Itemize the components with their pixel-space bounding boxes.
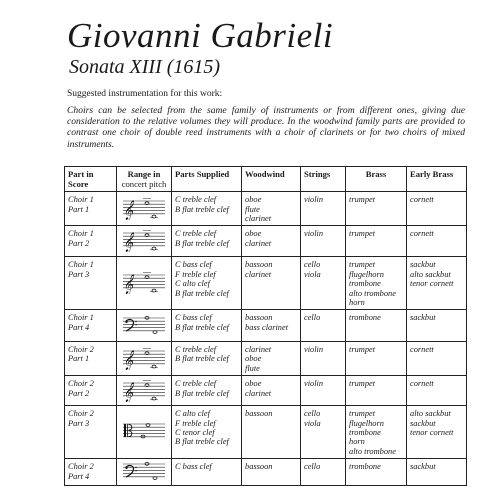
svg-text:𝄞: 𝄞 xyxy=(123,274,134,295)
part-cell-line: Choir 1 xyxy=(68,195,94,205)
woodwind-cell-line: bass clarinet xyxy=(245,322,289,332)
early-brass-cell-line: sackbut xyxy=(410,462,436,472)
strings-cell xyxy=(301,459,346,486)
strings-cell-line: violin xyxy=(304,345,324,354)
woodwind-cell-line: clarinet xyxy=(245,388,272,398)
treble-clef-staff-icon xyxy=(121,230,167,252)
parts-supplied-cell-line: B flat treble clef xyxy=(175,238,229,248)
strings-cell-line: cello xyxy=(304,409,321,419)
parts-supplied-cell-line: B flat treble clef xyxy=(175,322,229,332)
part-cell-line: Choir 1 xyxy=(68,229,94,239)
parts-supplied-cell xyxy=(172,257,242,310)
strings-cell xyxy=(301,257,346,310)
table-row xyxy=(65,342,467,376)
parts-supplied-cell-line: C tenor clef xyxy=(175,428,215,438)
brass-cell-line: horn xyxy=(349,298,365,308)
brass-cell xyxy=(346,310,407,342)
brass-cell xyxy=(346,192,407,226)
svg-text:𝄞: 𝄞 xyxy=(123,232,134,253)
strings-cell xyxy=(301,310,346,342)
early-brass-cell-line: cornett xyxy=(410,195,434,205)
part-cell-line: Choir 2 xyxy=(68,379,94,389)
brass-cell-line: horn xyxy=(349,437,365,447)
table-header-row xyxy=(65,167,467,192)
strings-cell-line: cello xyxy=(304,462,321,472)
strings-cell-line: viola xyxy=(304,269,321,279)
treble-clef-staff-icon xyxy=(121,348,167,370)
part-cell xyxy=(65,226,117,257)
strings-cell xyxy=(301,226,346,257)
range-cell xyxy=(117,192,172,226)
parts-supplied-cell-line: F treble clef xyxy=(175,269,216,279)
early-brass-cell-line: tenor cornett xyxy=(410,428,454,438)
early-brass-cell xyxy=(407,226,467,257)
parts-supplied-cell xyxy=(172,310,242,342)
bass-clef-staff-icon xyxy=(121,315,167,337)
parts-supplied-cell xyxy=(172,459,242,486)
brass-cell-line: alto trombone xyxy=(349,288,396,298)
svg-text:𝄞: 𝄞 xyxy=(123,350,134,370)
choir-2-rows xyxy=(65,342,467,486)
brass-cell-line: trumpet xyxy=(349,379,376,389)
brass-cell-line: flugelhorn xyxy=(349,418,384,428)
parts-supplied-cell xyxy=(172,376,242,406)
woodwind-cell-line: oboe xyxy=(245,229,262,239)
part-cell-line: Choir 2 xyxy=(68,409,94,419)
parts-supplied-cell-line: C bass clef xyxy=(175,462,212,472)
parts-supplied-cell-line: C treble clef xyxy=(175,195,217,205)
parts-supplied-cell-line: B flat treble clef xyxy=(175,437,229,447)
early-brass-cell-line: cornett xyxy=(410,379,434,389)
suggested-heading: Suggested instrumentation for this work: xyxy=(67,89,223,99)
table-row xyxy=(65,376,467,406)
parts-supplied-cell-line: C treble clef xyxy=(175,379,217,389)
part-cell-line: Part 3 xyxy=(68,418,90,428)
page-title: Giovanni Gabrieli xyxy=(67,16,334,55)
brass-cell xyxy=(346,459,407,486)
strings-cell-line: viola xyxy=(304,418,321,428)
header-brass: Brass xyxy=(346,167,407,192)
part-cell xyxy=(65,257,117,310)
table-row xyxy=(65,310,467,342)
early-brass-cell-line: alto sackbut xyxy=(410,409,451,419)
woodwind-cell-line: oboe xyxy=(245,195,262,205)
parts-supplied-cell-line: C bass clef xyxy=(175,260,212,270)
range-cell xyxy=(117,257,172,310)
parts-supplied-cell-line: B flat treble clef xyxy=(175,388,229,398)
strings-cell xyxy=(301,376,346,406)
woodwind-cell xyxy=(242,310,301,342)
woodwind-cell xyxy=(242,406,301,459)
table-row xyxy=(65,192,467,226)
parts-supplied-cell-line: B flat treble clef xyxy=(175,204,229,214)
parts-supplied-cell xyxy=(172,342,242,376)
bass-clef-staff-icon xyxy=(121,461,167,483)
brass-cell xyxy=(346,406,407,459)
part-cell-line: Part 1 xyxy=(68,204,90,214)
part-cell xyxy=(65,376,117,406)
intro-paragraph: Choirs can be selected from the same family of instruments or from different ones, giving due consideration to the relative volumes they will produce. In the woodwind family parts are provided to contrast one choir of double reed instruments with a choir of clarinets or for two choirs of mixed instruments. xyxy=(67,105,465,150)
table-row xyxy=(65,257,467,310)
part-cell-line: Part 2 xyxy=(68,238,90,248)
instrumentation-table-choir-2 xyxy=(64,341,467,486)
parts-supplied-cell-line: B flat treble clef xyxy=(175,354,229,364)
early-brass-cell xyxy=(407,257,467,310)
woodwind-cell-line: bassoon xyxy=(245,462,273,472)
strings-cell-line: violin xyxy=(304,195,324,205)
brass-cell-line: trombone xyxy=(349,313,381,323)
woodwind-cell xyxy=(242,257,301,310)
header-range: Range in concert pitch xyxy=(117,167,172,192)
early-brass-cell-line: alto sackbut xyxy=(410,269,451,279)
header-strings: Strings xyxy=(301,167,346,192)
strings-cell-line: violin xyxy=(304,229,324,239)
header-early-brass: Early Brass xyxy=(407,167,467,192)
strings-cell-line: violin xyxy=(304,379,324,389)
treble-clef-staff-icon xyxy=(121,272,167,294)
woodwind-cell-line: bassoon xyxy=(245,409,273,419)
brass-cell-line: alto trombone xyxy=(349,446,396,456)
range-cell xyxy=(117,342,172,376)
woodwind-cell xyxy=(242,226,301,257)
early-brass-cell-line: tenor cornett xyxy=(410,279,454,289)
range-cell xyxy=(117,376,172,406)
early-brass-cell-line: sackbut xyxy=(410,313,436,323)
brass-cell-line: trumpet xyxy=(349,260,376,270)
page-subtitle: Sonata XIII (1615) xyxy=(69,56,221,78)
range-cell xyxy=(117,406,172,459)
choir-1-rows xyxy=(65,192,467,342)
parts-supplied-cell-line: C alto clef xyxy=(175,279,210,289)
brass-cell xyxy=(346,257,407,310)
early-brass-cell xyxy=(407,192,467,226)
woodwind-cell-line: flute xyxy=(245,204,260,214)
svg-text:𝄞: 𝄞 xyxy=(123,200,134,220)
woodwind-cell-line: oboe xyxy=(245,354,262,364)
brass-cell-line: trombone xyxy=(349,428,381,438)
range-cell xyxy=(117,310,172,342)
strings-cell-line: cello xyxy=(304,260,321,270)
table-row xyxy=(65,406,467,459)
part-cell-line: Choir 2 xyxy=(68,462,94,472)
brass-cell-line: trumpet xyxy=(349,345,376,354)
header-parts-supplied: Parts Supplied xyxy=(172,167,242,192)
woodwind-cell xyxy=(242,192,301,226)
parts-supplied-cell-line: B flat treble clef xyxy=(175,288,229,298)
strings-cell xyxy=(301,406,346,459)
treble-clef-staff-icon xyxy=(121,198,167,220)
part-cell xyxy=(65,310,117,342)
table-row xyxy=(65,226,467,257)
part-cell-line: Choir 1 xyxy=(68,260,94,270)
part-cell xyxy=(65,459,117,486)
strings-cell xyxy=(301,342,346,376)
part-cell-line: Part 4 xyxy=(68,322,90,332)
brass-cell-line: trumpet xyxy=(349,229,376,239)
woodwind-cell-line: clarinet xyxy=(245,238,272,248)
strings-cell xyxy=(301,192,346,226)
range-cell xyxy=(117,226,172,257)
parts-supplied-cell xyxy=(172,226,242,257)
parts-supplied-cell-line: C alto clef xyxy=(175,409,210,419)
parts-supplied-cell-line: C treble clef xyxy=(175,345,217,354)
brass-cell-line: trumpet xyxy=(349,195,376,205)
part-cell-line: Part 4 xyxy=(68,471,90,481)
parts-supplied-cell-line: F treble clef xyxy=(175,418,216,428)
treble-clef-staff-icon xyxy=(121,380,167,402)
brass-cell-line: trombone xyxy=(349,462,381,472)
brass-cell-line: flugelhorn xyxy=(349,269,384,279)
part-cell-line: Choir 1 xyxy=(68,313,94,323)
part-cell-line: Choir 2 xyxy=(68,345,94,354)
woodwind-cell-line: bassoon xyxy=(245,260,273,270)
early-brass-cell-line: sackbut xyxy=(410,260,436,270)
woodwind-cell-line: bassoon xyxy=(245,313,273,323)
part-cell xyxy=(65,406,117,459)
table-row xyxy=(65,459,467,486)
woodwind-cell-line: clarinet xyxy=(245,214,272,223)
early-brass-cell-line: cornett xyxy=(410,229,434,239)
part-cell-line: Part 2 xyxy=(68,388,90,398)
early-brass-cell xyxy=(407,459,467,486)
part-cell-line: Part 1 xyxy=(68,354,90,364)
parts-supplied-cell-line: C bass clef xyxy=(175,313,212,323)
woodwind-cell-line: flute xyxy=(245,363,260,373)
header-part-in-score: Part in Score xyxy=(65,167,117,192)
parts-supplied-cell xyxy=(172,406,242,459)
part-cell-line: Part 3 xyxy=(68,269,90,279)
instrumentation-table-choir-1 xyxy=(64,166,467,342)
alto-clef-staff-icon xyxy=(121,421,167,443)
woodwind-cell xyxy=(242,376,301,406)
woodwind-cell-line: clarinet xyxy=(245,269,272,279)
parts-supplied-cell xyxy=(172,192,242,226)
strings-cell-line: cello xyxy=(304,313,321,323)
woodwind-cell xyxy=(242,459,301,486)
parts-supplied-cell-line: C treble clef xyxy=(175,229,217,239)
header-woodwind: Woodwind xyxy=(242,167,301,192)
part-cell xyxy=(65,342,117,376)
early-brass-cell-line: cornett xyxy=(410,345,434,354)
woodwind-cell xyxy=(242,342,301,376)
early-brass-cell xyxy=(407,342,467,376)
brass-cell xyxy=(346,376,407,406)
woodwind-cell-line: clarinet xyxy=(245,345,272,354)
brass-cell xyxy=(346,226,407,257)
brass-cell-line: trumpet xyxy=(349,409,376,419)
brass-cell-line: trombone xyxy=(349,279,381,289)
early-brass-cell xyxy=(407,310,467,342)
svg-text:𝄞: 𝄞 xyxy=(123,382,134,402)
range-cell xyxy=(117,459,172,486)
woodwind-cell-line: oboe xyxy=(245,379,262,389)
part-cell xyxy=(65,192,117,226)
early-brass-cell xyxy=(407,406,467,459)
early-brass-cell xyxy=(407,376,467,406)
early-brass-cell-line: sackbut xyxy=(410,418,436,428)
brass-cell xyxy=(346,342,407,376)
